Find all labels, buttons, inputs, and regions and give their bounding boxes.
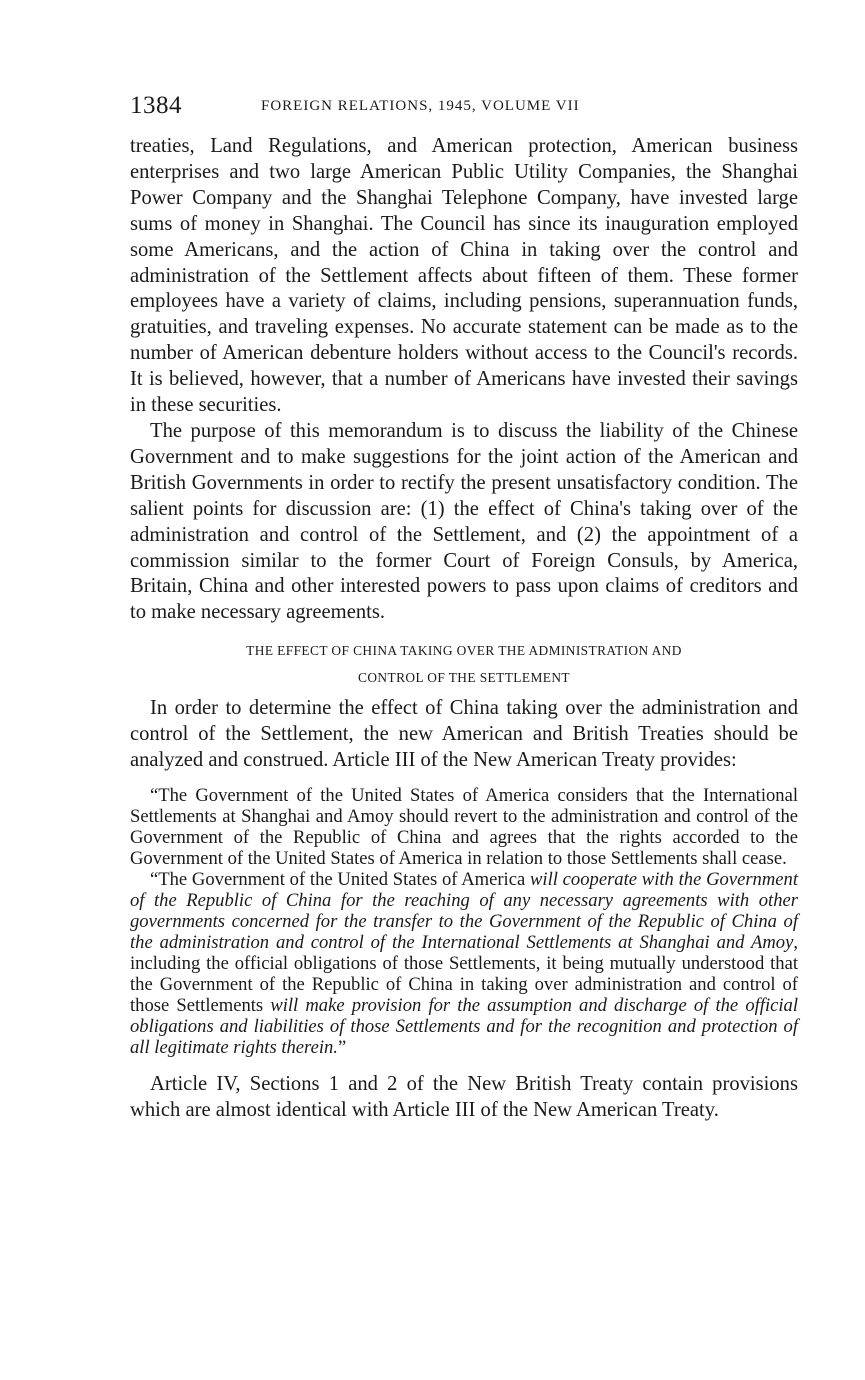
paragraph-purpose: The purpose of this memorandum is to discuss the liability of the Chinese Government and to make suggestions for the joint action of the American and British Governments in order to rectify the present unsatisfactory condition. The salient points for discussion are: (1) the effect of China's taking over of the administration and control of the Settlement, and (2) the appointment of a commission similar to the former Court of Foreign Consuls, by America, Britain, China and other interested powers to pass upon claims of creditors and to make necessary agreements. — [130, 419, 798, 624]
page-number: 1384 — [130, 92, 182, 119]
treaty-quotation — [130, 785, 798, 1058]
paragraph-determine-effect: In order to determine the effect of China taking over the administration and control of the Settlement, the new American and British Treaties should be analyzed and construed. Article III of the New American Treaty provides: — [130, 697, 798, 772]
quote-article-iii-part-1: “The Government of the United States of America considers that the International Settlements at Shanghai and Amoy should revert to the administration and control of the Government of the Republic of China and agrees that the rights accorded to the Government of the United States of America in relation to those Settlements shall cease. — [130, 784, 798, 869]
running-head — [130, 92, 798, 126]
quote-text-roman-2: , including the official obligations of those Settlements, it being mutually understood that the Government of the Republic of China in taking over administration and control of those Settlements — [130, 931, 798, 1016]
quote-text-italic-2: will make provision for the assumption and discharge of the official obligations and liabilities of those Settlements and for the recognition and protection of all legitimate rights therein. — [130, 994, 798, 1058]
section-heading-line-1: THE EFFECT OF CHINA TAKING OVER THE ADMINISTRATION AND — [246, 643, 682, 659]
quote-text-roman-1: “The Government of the United States of America — [150, 868, 530, 890]
document-page — [130, 92, 798, 1124]
quote-text-italic-1: will cooperate with the Government of the Republic of China for the reaching of any necessary agreements with other governments concerned for the transfer to the Government of the Republic of China of the administration and control of the International Settlements at Shanghai and Amoy — [130, 868, 798, 953]
section-heading-line-2: CONTROL OF THE SETTLEMENT — [358, 670, 570, 686]
paragraph-treaties: treaties, Land Regulations, and American protection, American business enterprises and two large American Public Utility Companies, the Shanghai Power Company and the Shanghai Telephone Company, have invested large sums of money in Shanghai. The Council has since its inauguration employed some Americans, and the action of China in taking over the control and administration of the Settlement affects about fifteen of them. These former employees have a variety of claims, including pensions, superannuation funds, gratuities, and traveling expenses. No accurate statement can be made as to the number of American debenture holders without access to the Council's records. It is believed, however, that a number of Americans have invested their savings in these securities. — [130, 135, 798, 417]
running-title: FOREIGN RELATIONS, 1945, VOLUME VII — [261, 98, 580, 114]
paragraph-article-iv: Article IV, Sections 1 and 2 of the New British Treaty contain provisions which are almost identical with Article III of the New American Treaty. — [130, 1072, 798, 1121]
quote-article-iii-part-2 — [130, 869, 798, 1058]
quote-text-roman-3: ” — [337, 1036, 347, 1058]
section-heading — [130, 637, 798, 691]
